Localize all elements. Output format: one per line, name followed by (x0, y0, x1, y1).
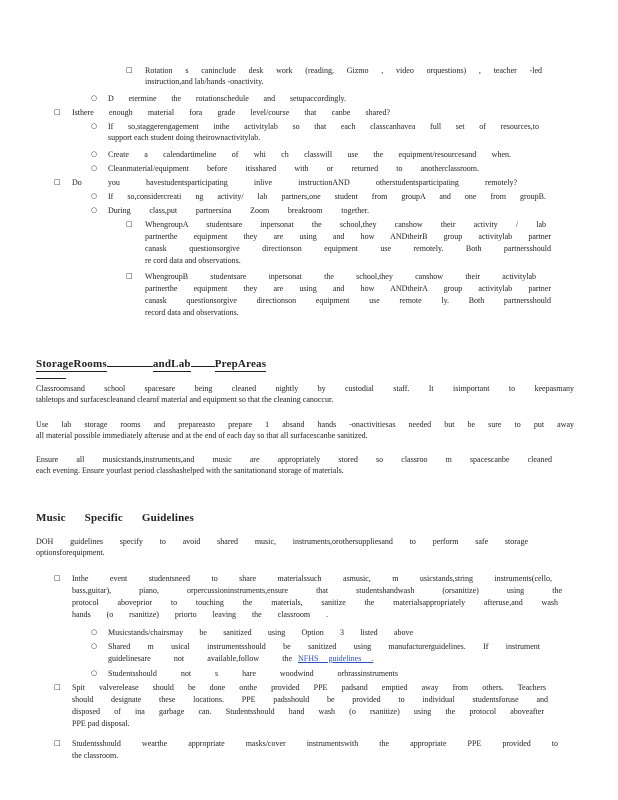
storage-heading (36, 358, 278, 382)
rotation-text-line1: Rotation s caninclude desk work (reading, Gizmo , video orquestions) , teacher -led (145, 66, 542, 75)
text-line: protocol aboveprior to touching the materials, sanitize the materialsappropriately afteruse,and wash (72, 598, 558, 607)
text-line: WhengroupB studentsare inpersonat the school,they canshow their activitylab (145, 272, 536, 281)
storage-p3-line1: Ensure all musicstands,instruments,and music are appropriately stored so classroo m spacescanbe cleaned (36, 455, 552, 464)
circle-bullet-icon: ○ (91, 206, 98, 214)
text-line: bass,guitar), piano, orpercussioninstruments,ensure that studentshandwash (orsanitize) using the (72, 586, 562, 595)
music-heading: Music Specific Guidelines (36, 512, 194, 524)
is-there-text: Isthere enough material fora grade level/course that canbe shared? (72, 108, 390, 117)
woodwind-text: Studentsshould not s hare woodwind orbrassinstruments (108, 669, 398, 678)
doh-line1: DOH guidelines specify to avoid shared music, instruments,orothersuppliesand to perform safe storage (36, 537, 528, 546)
storage-p2-line1: Use lab storage rooms and prepareasto prepare 1 absand hands -onactivitiesas needed but be sure to put away (36, 420, 574, 429)
square-bullet-icon: □ (126, 66, 133, 74)
if-so-text-line1: If so,staggerengagement inthe activitylab so that each classcanhavea full set of resources,to (108, 122, 539, 131)
circle-bullet-icon: ○ (91, 628, 98, 636)
square-bullet-icon: □ (54, 108, 61, 116)
shared-instruments-line1: Shared m usical instrumentsshould be sanitized using manufacturerguidelines. If instrument (108, 642, 540, 651)
heading-part: andLab (152, 358, 191, 370)
text-line: re cord data and observations. (145, 256, 241, 265)
create-text: Create a calendartimeline of whi ch classwill use the equipment/resourcesand when. (108, 150, 511, 159)
text-line: partnerthe equipment they are using and how ANDtheirA group activitylab partner (145, 284, 551, 293)
square-bullet-icon: □ (54, 178, 61, 186)
text-line: WhengroupA studentsare inpersonat the school,they canshow their activity / lab (145, 220, 546, 229)
storage-p1-line2: tabletops and surfacescleanand clearof material and equipment so that the cleaning canoccur. (36, 395, 334, 404)
determine-text: D etermine the rotationschedule and setupaccordingly. (108, 94, 346, 103)
text-line: canask questionsorgive directionson equipment use remote ly. Both partnersshould (145, 296, 551, 305)
storage-p2-line2: all material possible immediately afteruse and at the end of each day so that all surfacescanbe sanitized. (36, 431, 368, 440)
heading-part: StorageRooms (36, 358, 107, 370)
text-line: Inthe event studentsneed to share materialssuch asmusic, m usicstands,string instruments(cello, (72, 574, 552, 583)
rotation-text-line2: instruction,and lab/hands -onactivity. (145, 77, 264, 86)
square-bullet-icon: □ (54, 574, 61, 582)
text-line: record data and observations. (145, 308, 239, 317)
text-line: PPE pad disposal. (72, 719, 130, 728)
shared-instruments-line2: guidelinesare not available,follow the (108, 654, 292, 663)
text-line: hands (o rsanitize) priorto leaving the classroom . (72, 610, 328, 619)
masks-line1: Studentsshould wearthe appropriate masks/cover instrumentswith the appropriate PPE provided to (72, 739, 558, 748)
square-bullet-icon: □ (126, 220, 133, 228)
masks-line2: the classroom. (72, 751, 119, 760)
circle-bullet-icon: ○ (91, 150, 98, 158)
during-text: During class,put partnersina Zoom breakroom together. (108, 206, 369, 215)
if-so-consider-text: If so,considercreati ng activity/ lab partners,one student from groupA and one from groupB. (108, 192, 546, 201)
square-bullet-icon: □ (54, 683, 61, 691)
text-line: canask questionsorgive directionson equipment use remotely. Both partnersshould (145, 244, 551, 253)
text-line: Spit valverelease should be done onthe provided PPE padsand emptied away from others. Teachers (72, 683, 546, 692)
square-bullet-icon: □ (126, 272, 133, 280)
text-line: disposed of ina garbage can. Studentsshould hand wash (o rsanitize) using the protocol aboveafter (72, 707, 544, 716)
circle-bullet-icon: ○ (91, 642, 98, 650)
circle-bullet-icon: ○ (91, 94, 98, 102)
storage-p3-line2: each evening. Ensure yourlast period classhashelped with the sanitationand storage of materials. (36, 466, 344, 475)
circle-bullet-icon: ○ (91, 164, 98, 172)
circle-bullet-icon: ○ (91, 192, 98, 200)
heading-spacer (191, 365, 215, 367)
do-you-text: Do you havestudentsparticipating inlive instructionAND otherstudentsparticipating remotely? (72, 178, 517, 187)
if-so-text-line2: support each student doing theirownactivitylab. (108, 133, 261, 142)
music-stands-text: Musicstands/chairsmay be sanitized using Option 3 listed above (108, 628, 413, 637)
heading-spacer (107, 365, 153, 367)
clean-text: Cleanmaterial/equipment before itisshared with or returned to anotherclassroom. (108, 164, 479, 173)
text-line: should designate these locations. PPE padsshould be provided to individual studentsforuse and (72, 695, 548, 704)
heading-part: PrepAreas (214, 358, 267, 370)
circle-bullet-icon: ○ (91, 122, 98, 130)
heading-spacer (36, 377, 66, 379)
text-line: partnerthe equipment they are using and how ANDtheirB group activitylab partner (145, 232, 551, 241)
nfhs-guidelines-link[interactable]: NFHS guidelines . (298, 654, 374, 663)
circle-bullet-icon: ○ (91, 669, 98, 677)
doh-line2: optionsforequipment. (36, 548, 105, 557)
square-bullet-icon: □ (54, 739, 61, 747)
storage-p1-line1: Classroomsand school spacesare being cleaned nightly by custodial staff. It isimportant to keepasmany (36, 384, 574, 393)
